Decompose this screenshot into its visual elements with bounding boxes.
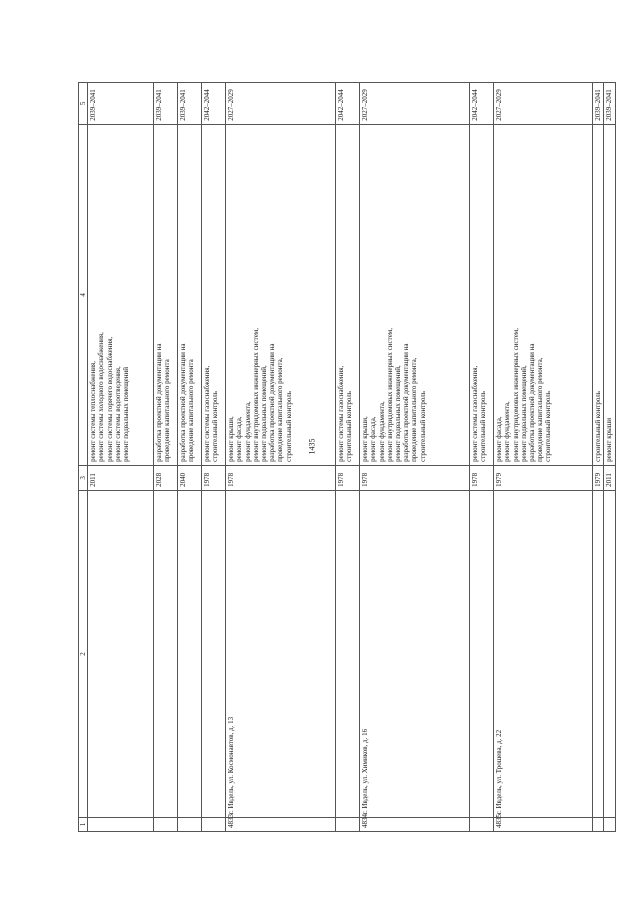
row-address [88, 490, 154, 817]
work-item: ремонт крыши [605, 418, 614, 462]
work-item: ремонт внутридомовых инженерных систем, [251, 328, 260, 462]
table-row [202, 83, 226, 832]
table-row [360, 83, 470, 832]
row-works [604, 124, 615, 465]
row-address [470, 490, 494, 817]
rotated-page [78, 82, 614, 832]
table-wrapper [78, 82, 614, 832]
work-item: строительный контроль [284, 391, 293, 462]
work-item: проведение капитального ремонта [187, 359, 196, 462]
row-address [154, 490, 178, 817]
row-number [178, 818, 202, 832]
row-period: 2042–2044 [202, 83, 226, 125]
row-year: 1978 [336, 465, 360, 490]
row-year: 1978 [360, 465, 470, 490]
row-number [470, 818, 494, 832]
row-address [604, 490, 615, 817]
work-item: проведение капитального ремонта, [536, 357, 545, 462]
row-works [470, 124, 494, 465]
row-year: 1978 [470, 465, 494, 490]
row-works [593, 124, 604, 465]
row-period: 2042–2044 [470, 83, 494, 125]
work-item: ремонт фундамента, [377, 401, 386, 462]
table-row [226, 83, 336, 832]
row-period: 2042–2044 [336, 83, 360, 125]
table-row [593, 83, 604, 832]
row-works [178, 124, 202, 465]
repair-schedule-table [78, 82, 616, 832]
work-item: разработка проектной документации на [528, 343, 537, 462]
work-item: ремонт внутридомовых инженерных систем, [385, 328, 394, 462]
work-item: ремонт системы газоснабжения, [337, 365, 346, 462]
row-period: 2039–2041 [604, 83, 615, 125]
row-year: 1978 [202, 465, 226, 490]
row-year: 1979 [593, 465, 604, 490]
row-year: 2040 [178, 465, 202, 490]
work-item: ремонт внутридомовых инженерных систем, [511, 328, 520, 462]
row-period: 2039–2041 [154, 83, 178, 125]
page-number: 1435 [307, 438, 317, 455]
row-address: г. Ивдель, ул. Трошева, д. 22 [494, 490, 593, 817]
work-item: ремонт подвальных помещений [122, 367, 131, 462]
work-item: ремонт подвальных помещений, [260, 365, 269, 462]
row-number [336, 818, 360, 832]
work-item: строительный контроль [594, 391, 603, 462]
table-row [336, 83, 360, 832]
header-cell-2: 2 [79, 490, 88, 817]
row-address: г. Ивдель, ул. Космонавтов, д. 13 [226, 490, 336, 817]
row-number [88, 818, 154, 832]
work-item: ремонт крыши, [227, 416, 236, 462]
work-item: ремонт крыши, [361, 416, 370, 462]
work-item: ремонт системы газоснабжения, [203, 365, 212, 462]
table-row [470, 83, 494, 832]
row-year: 2028 [154, 465, 178, 490]
row-number [154, 818, 178, 832]
work-item: ремонт фасада, [369, 416, 378, 462]
row-year: 1978 [226, 465, 336, 490]
row-number: 4835. [494, 818, 593, 832]
work-item: ремонт системы горячего водоснабжения, [105, 336, 114, 462]
work-item: строительный контроль [418, 391, 427, 462]
row-address [593, 490, 604, 817]
row-address: г. Ивдель, ул. Химиков, д. 16 [360, 490, 470, 817]
header-row [79, 83, 88, 832]
row-period: 2027–2029 [494, 83, 593, 125]
row-period: 2039–2041 [88, 83, 154, 125]
work-item: ремонт подвальных помещений, [519, 365, 528, 462]
work-item: разработка проектной документации на [268, 343, 277, 462]
row-address [202, 490, 226, 817]
row-works [202, 124, 226, 465]
work-item: ремонт системы газоснабжения, [471, 365, 480, 462]
row-works [494, 124, 593, 465]
work-item: ремонт фасада, [495, 416, 504, 462]
work-item: проведение капитального ремонта, [410, 357, 419, 462]
work-item: ремонт системы теплоснабжения, [89, 361, 98, 462]
work-item: ремонт фундамента, [503, 401, 512, 462]
work-item: строительный контроль [544, 391, 553, 462]
work-item: строительный контроль [479, 391, 488, 462]
work-item: разработка проектной документации на [402, 343, 411, 462]
row-address [336, 490, 360, 817]
header-cell-5: 5 [79, 83, 88, 125]
table-row [494, 83, 593, 832]
row-number: 4834. [360, 818, 470, 832]
header-cell-1: 1 [79, 818, 88, 832]
row-number: 4833. [226, 818, 336, 832]
row-period: 2039–2041 [593, 83, 604, 125]
table-row [178, 83, 202, 832]
row-period: 2027–2029 [360, 83, 470, 125]
work-item: проведение капитального ремонта [163, 359, 172, 462]
work-item: строительный контроль [211, 391, 220, 462]
row-year: 2011 [604, 465, 615, 490]
row-number [202, 818, 226, 832]
row-works [88, 124, 154, 465]
work-item: ремонт системы холодного водоснабжения, [97, 332, 106, 462]
work-item: ремонт подвальных помещений, [394, 365, 403, 462]
table-row [604, 83, 615, 832]
row-year: 2011 [88, 465, 154, 490]
header-cell-3: 3 [79, 465, 88, 490]
row-works [360, 124, 470, 465]
row-number [604, 818, 615, 832]
work-item: проведение капитального ремонта, [276, 357, 285, 462]
row-works [226, 124, 336, 465]
row-period: 2039–2041 [178, 83, 202, 125]
work-item: ремонт фасада, [235, 416, 244, 462]
work-item: ремонт фундамента, [243, 401, 252, 462]
row-year: 1979 [494, 465, 593, 490]
row-address [178, 490, 202, 817]
table-row [88, 83, 154, 832]
row-works [336, 124, 360, 465]
row-works [154, 124, 178, 465]
row-period: 2027–2029 [226, 83, 336, 125]
work-item: ремонт системы водоотведения, [113, 366, 122, 462]
work-item: разработка проектной документации на [155, 343, 164, 462]
table-row [154, 83, 178, 832]
row-number [593, 818, 604, 832]
work-item: строительный контроль [345, 391, 354, 462]
header-cell-4: 4 [79, 124, 88, 465]
work-item: разработка проектной документации на [179, 343, 188, 462]
